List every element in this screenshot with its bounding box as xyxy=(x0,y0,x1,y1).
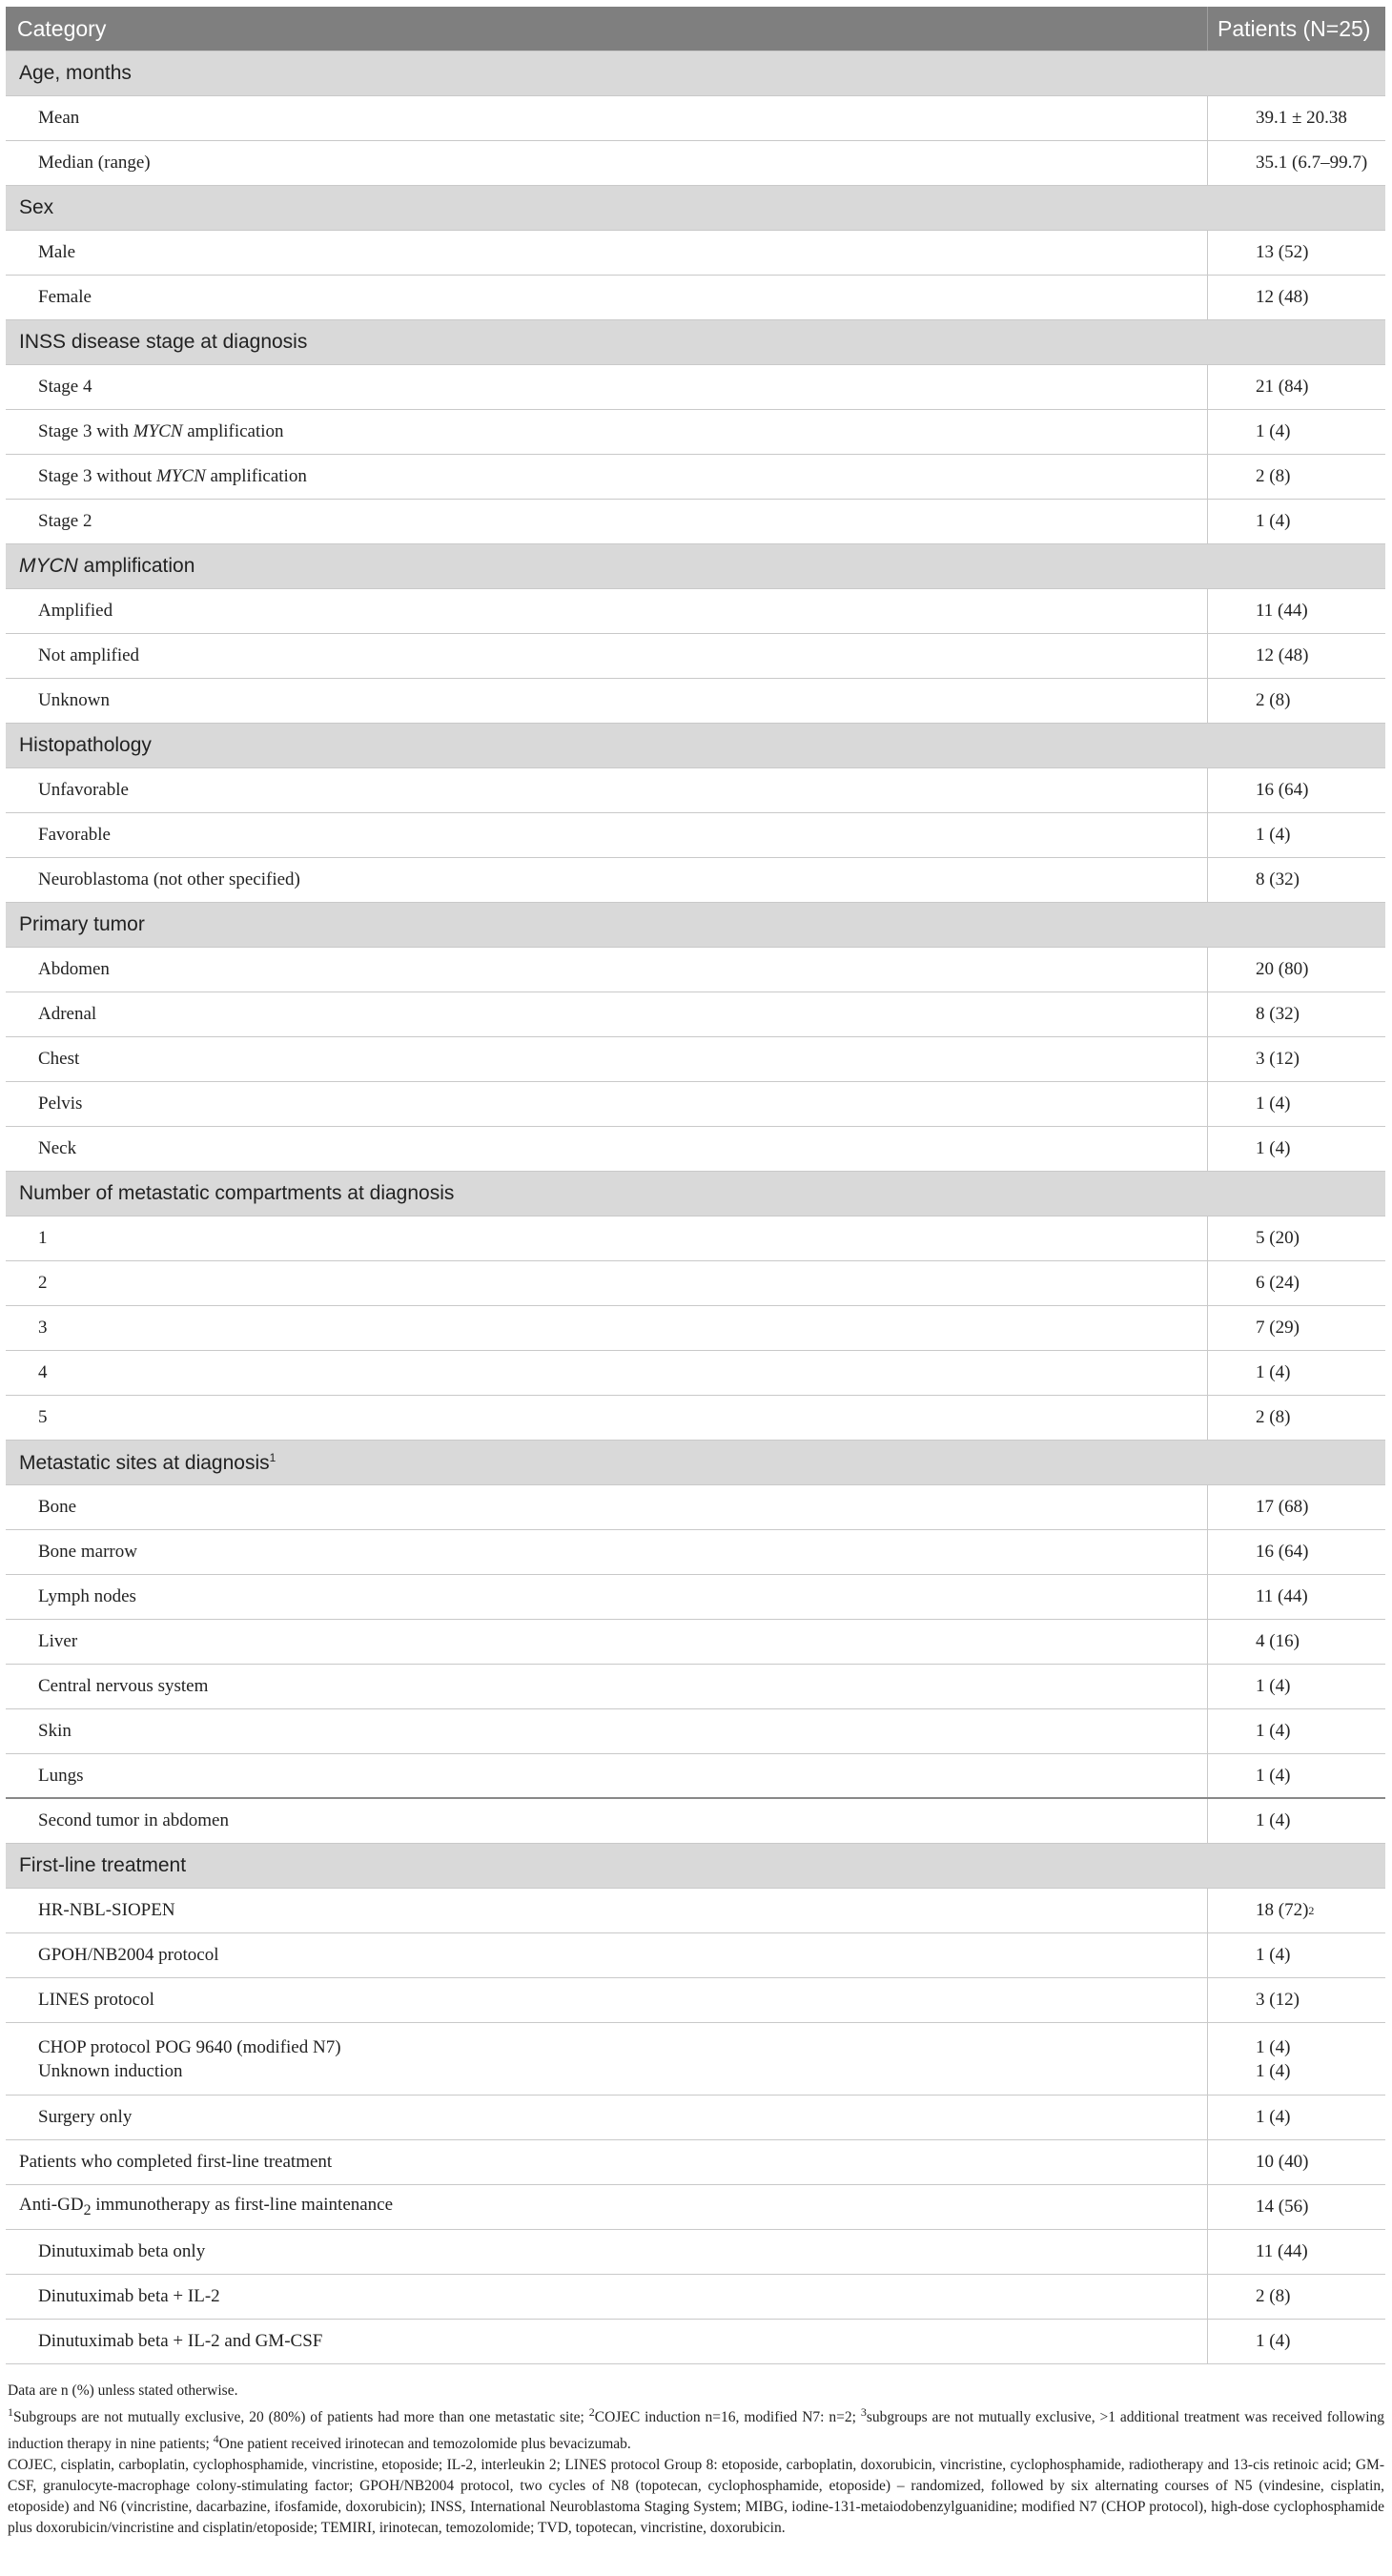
row-label: Lymph nodes xyxy=(38,1586,136,1606)
row-value: 2 (8) xyxy=(1207,2275,1385,2319)
table-row xyxy=(6,410,1385,455)
section-first-line-treatment xyxy=(6,1844,1385,1889)
footnote-text: One patient received irinotecan and temozolomide plus bevacizumab. xyxy=(218,2436,631,2453)
section-inss xyxy=(6,320,1385,365)
row-value xyxy=(1207,2023,1385,2095)
row-label: Unknown xyxy=(38,690,110,710)
row-label: Chest xyxy=(38,1049,80,1069)
footnote-marker: 4 xyxy=(213,2432,219,2446)
section-metastatic-compartments xyxy=(6,1172,1385,1216)
row-label: Bone xyxy=(38,1497,77,1517)
header-category: Category xyxy=(17,15,107,41)
section-primary-tumor xyxy=(6,903,1385,948)
table-row xyxy=(6,500,1385,544)
row-label: Adrenal xyxy=(38,1004,97,1024)
section-title: Number of metastatic compartments at diagnosis xyxy=(19,1182,455,1204)
row-label: Liver xyxy=(38,1631,78,1651)
table-row xyxy=(6,948,1385,992)
table-row xyxy=(6,634,1385,679)
row-label: Male xyxy=(38,242,76,262)
table-row xyxy=(6,1261,1385,1306)
label-text: Stage 3 without xyxy=(38,466,157,486)
row-value: 8 (32) xyxy=(1207,858,1385,902)
table-row xyxy=(6,1799,1385,1844)
row-value: 1 (4) xyxy=(1207,1754,1385,1797)
title-text: Metastatic sites at diagnosis xyxy=(19,1451,270,1474)
row-value: 7 (29) xyxy=(1207,1306,1385,1350)
row-label: Neuroblastoma (not other specified) xyxy=(38,869,300,889)
row-value: 1 (4) xyxy=(1207,2096,1385,2139)
table-row xyxy=(6,1665,1385,1709)
section-title: Primary tumor xyxy=(19,913,145,935)
table-row xyxy=(6,1978,1385,2023)
row-value: 1 (4) xyxy=(1207,1127,1385,1171)
label-line: Unknown induction xyxy=(38,2060,183,2081)
row-value: 1 (4) xyxy=(1207,1799,1385,1843)
table-row xyxy=(6,141,1385,186)
section-title: Histopathology xyxy=(19,734,152,756)
table-row xyxy=(6,365,1385,410)
row-value: 35.1 (6.7–99.7) xyxy=(1207,141,1385,185)
footnote-marker: 1 xyxy=(269,1450,276,1464)
row-label: HR-NBL-SIOPEN xyxy=(38,1900,175,1920)
value-text: 18 (72) xyxy=(1256,1900,1309,1920)
row-value: 11 (44) xyxy=(1207,1575,1385,1619)
table-row xyxy=(6,858,1385,903)
table-row xyxy=(6,231,1385,276)
row-label: 1 xyxy=(38,1228,48,1248)
table-row xyxy=(6,1082,1385,1127)
row-label: Second tumor in abdomen xyxy=(38,1810,229,1830)
table-row xyxy=(6,768,1385,813)
row-label: Neck xyxy=(38,1138,77,1158)
row-value: 1 (4) xyxy=(1207,2320,1385,2363)
row-value: 17 (68) xyxy=(1207,1485,1385,1529)
row-label: Stage 4 xyxy=(38,377,92,397)
section-title xyxy=(6,555,1385,578)
table-row xyxy=(6,1933,1385,1978)
row-value: 1 (4) xyxy=(1207,813,1385,857)
table-row xyxy=(6,813,1385,858)
row-value: 12 (48) xyxy=(1207,634,1385,678)
row-label: Stage 2 xyxy=(38,511,92,531)
table-row xyxy=(6,1754,1385,1799)
row-value: 3 (12) xyxy=(1207,1037,1385,1081)
section-age xyxy=(6,51,1385,96)
row-label: 3 xyxy=(38,1318,48,1338)
row-label: Mean xyxy=(38,108,80,128)
table-row xyxy=(6,1351,1385,1396)
gene-name: MYCN xyxy=(156,466,206,486)
section-metastatic-sites xyxy=(6,1441,1385,1485)
row-label: Favorable xyxy=(38,825,111,845)
row-value: 5 (20) xyxy=(1207,1216,1385,1260)
label-text: Anti-GD xyxy=(19,2195,84,2216)
label-line: CHOP protocol POG 9640 (modified N7) xyxy=(38,2036,341,2057)
row-label: Patients who completed first-line treatment xyxy=(19,2152,333,2172)
row-value: 16 (64) xyxy=(1207,768,1385,812)
table-row xyxy=(6,992,1385,1037)
table-row xyxy=(6,1396,1385,1441)
row-value: 8 (32) xyxy=(1207,992,1385,1036)
row-value: 13 (52) xyxy=(1207,231,1385,275)
row-label: Central nervous system xyxy=(38,1676,209,1696)
row-label: Not amplified xyxy=(38,645,140,665)
row-value: 1 (4) xyxy=(1207,1351,1385,1395)
table-row xyxy=(6,2275,1385,2320)
row-label xyxy=(6,466,1207,487)
label-text: amplification xyxy=(205,466,307,486)
row-value: 2 (8) xyxy=(1207,1396,1385,1440)
section-title: INSS disease stage at diagnosis xyxy=(19,331,308,353)
footnote-marker: 2 xyxy=(1308,1903,1315,1917)
section-mycn xyxy=(6,544,1385,589)
table-row xyxy=(6,1306,1385,1351)
table-row-completed xyxy=(6,2140,1385,2185)
row-label: Dinutuximab beta only xyxy=(38,2241,206,2261)
row-value: 11 (44) xyxy=(1207,2230,1385,2274)
row-value: 1 (4) xyxy=(1207,1709,1385,1753)
patient-characteristics-table xyxy=(6,7,1385,2364)
row-label: 4 xyxy=(38,1362,48,1382)
table-row xyxy=(6,276,1385,320)
gene-name: MYCN xyxy=(133,421,183,441)
label-text: immunotherapy as first-line maintenance xyxy=(91,2195,394,2216)
row-value: 20 (80) xyxy=(1207,948,1385,992)
row-value: 39.1 ± 20.38 xyxy=(1207,96,1385,140)
table-row-anti-gd2 xyxy=(6,2185,1385,2230)
table-row xyxy=(6,679,1385,724)
footnote-text: subgroups are not mutually exclusive, >1 additional treatment was received following induction therapy in nine patients; xyxy=(8,2409,1384,2453)
table-footnotes xyxy=(8,2381,1384,2539)
row-value: 1 (4) xyxy=(1207,1082,1385,1126)
row-label: LINES protocol xyxy=(38,1990,154,2010)
subscript: 2 xyxy=(83,2201,92,2218)
row-value: 11 (44) xyxy=(1207,589,1385,633)
table-header xyxy=(6,7,1385,51)
row-value: 14 (56) xyxy=(1207,2185,1385,2229)
table-row xyxy=(6,2320,1385,2364)
row-label: Female xyxy=(38,287,92,307)
section-title: First-line treatment xyxy=(19,1854,187,1876)
footnote-marker: 3 xyxy=(860,2405,867,2419)
footnote-line: Data are n (%) unless stated otherwise. xyxy=(8,2382,238,2399)
row-label: Median (range) xyxy=(38,153,151,173)
section-title: Age, months xyxy=(19,62,132,84)
section-histopathology xyxy=(6,724,1385,768)
row-label: Dinutuximab beta + IL-2 and GM-CSF xyxy=(38,2331,323,2351)
table-row xyxy=(6,1485,1385,1530)
table-row xyxy=(6,96,1385,141)
row-value: 12 (48) xyxy=(1207,276,1385,319)
row-label: Pelvis xyxy=(38,1094,83,1114)
row-value: 2 (8) xyxy=(1207,455,1385,499)
label-text: Stage 3 with xyxy=(38,421,133,441)
row-label xyxy=(6,2195,1207,2219)
table-row xyxy=(6,1216,1385,1261)
row-label: Surgery only xyxy=(38,2107,133,2127)
abbreviations: COJEC, cisplatin, carboplatin, cyclophosphamide, vincristine, etoposide; IL-2, interleukin 2; LINES protocol Group 8: etoposide, carboplatin, doxorubicin, vincristine, cyclophosphamide, radiotherapy and 13-cis retinoic acid; GM-CSF, granulocyte-macrophage colony-stimulating factor; GPOH/NB2004 protocol, two cycles of N8 (topotecan, cyclophosphamide, etoposide) – randomized, followed by six alternating courses of N5 (vindesine, cisplatin, etoposide) and N6 (vincristine, dacarbazine, ifosfamide, doxorubicin); INSS, International Neuroblastoma Staging System; MIBG, iodine-131-metaiodobenzylguanidine; modified N7 (CHOP protocol), high-dose cyclophosphamide plus doxorubicin/vincristine and cisplatin/etoposide; TEMIRI, irinotecan, temozolomide; TVD, topotecan, vincristine, doxorubicin. xyxy=(8,2457,1384,2537)
row-value: 10 (40) xyxy=(1207,2140,1385,2184)
row-value: 3 (12) xyxy=(1207,1978,1385,2022)
table-row xyxy=(6,1620,1385,1665)
value-line: 1 (4) xyxy=(1256,2060,1291,2081)
row-value xyxy=(1207,1889,1385,1932)
table-row xyxy=(6,1127,1385,1172)
row-value: 16 (64) xyxy=(1207,1530,1385,1574)
header-patients: Patients (N=25) xyxy=(1207,7,1385,51)
table-row xyxy=(6,2096,1385,2140)
row-value: 1 (4) xyxy=(1207,1933,1385,1977)
row-value: 6 (24) xyxy=(1207,1261,1385,1305)
row-label: Unfavorable xyxy=(38,780,129,800)
table-row xyxy=(6,2230,1385,2275)
row-label: Abdomen xyxy=(38,959,110,979)
table-row xyxy=(6,1530,1385,1575)
footnote-text: Subgroups are not mutually exclusive, 20 (80%) of patients had more than one metastatic site; xyxy=(13,2409,589,2426)
footnote-marker: 1 xyxy=(8,2405,13,2419)
row-label: Amplified xyxy=(38,601,113,621)
row-label: 5 xyxy=(38,1407,48,1427)
table-row xyxy=(6,1575,1385,1620)
table-row xyxy=(6,2023,1385,2096)
table-row xyxy=(6,1037,1385,1082)
table-row xyxy=(6,455,1385,500)
row-label: 2 xyxy=(38,1273,48,1293)
row-label: Skin xyxy=(38,1721,72,1741)
row-label: Lungs xyxy=(38,1765,84,1786)
row-value: 1 (4) xyxy=(1207,500,1385,543)
footnote-text: COJEC induction n=16, modified N7: n=2; xyxy=(594,2409,861,2426)
table-row xyxy=(6,1889,1385,1933)
table-row xyxy=(6,1709,1385,1754)
label-text: amplification xyxy=(182,421,284,441)
value-line: 1 (4) xyxy=(1256,2036,1291,2057)
gene-name: MYCN xyxy=(19,555,78,577)
row-value: 4 (16) xyxy=(1207,1620,1385,1664)
row-value: 1 (4) xyxy=(1207,1665,1385,1708)
row-label xyxy=(6,2035,1207,2083)
row-label: Bone marrow xyxy=(38,1542,137,1562)
table-row xyxy=(6,589,1385,634)
section-sex xyxy=(6,186,1385,231)
row-label xyxy=(6,421,1207,442)
footnote-line xyxy=(8,2402,1384,2455)
row-value: 1 (4) xyxy=(1207,410,1385,454)
footnote-marker: 2 xyxy=(588,2405,595,2419)
row-value: 2 (8) xyxy=(1207,679,1385,723)
section-title xyxy=(6,1451,1385,1475)
section-title: Sex xyxy=(19,196,54,218)
row-label: Dinutuximab beta + IL-2 xyxy=(38,2286,220,2306)
row-value: 21 (84) xyxy=(1207,365,1385,409)
row-label: GPOH/NB2004 protocol xyxy=(38,1945,219,1965)
title-text: amplification xyxy=(77,555,195,577)
